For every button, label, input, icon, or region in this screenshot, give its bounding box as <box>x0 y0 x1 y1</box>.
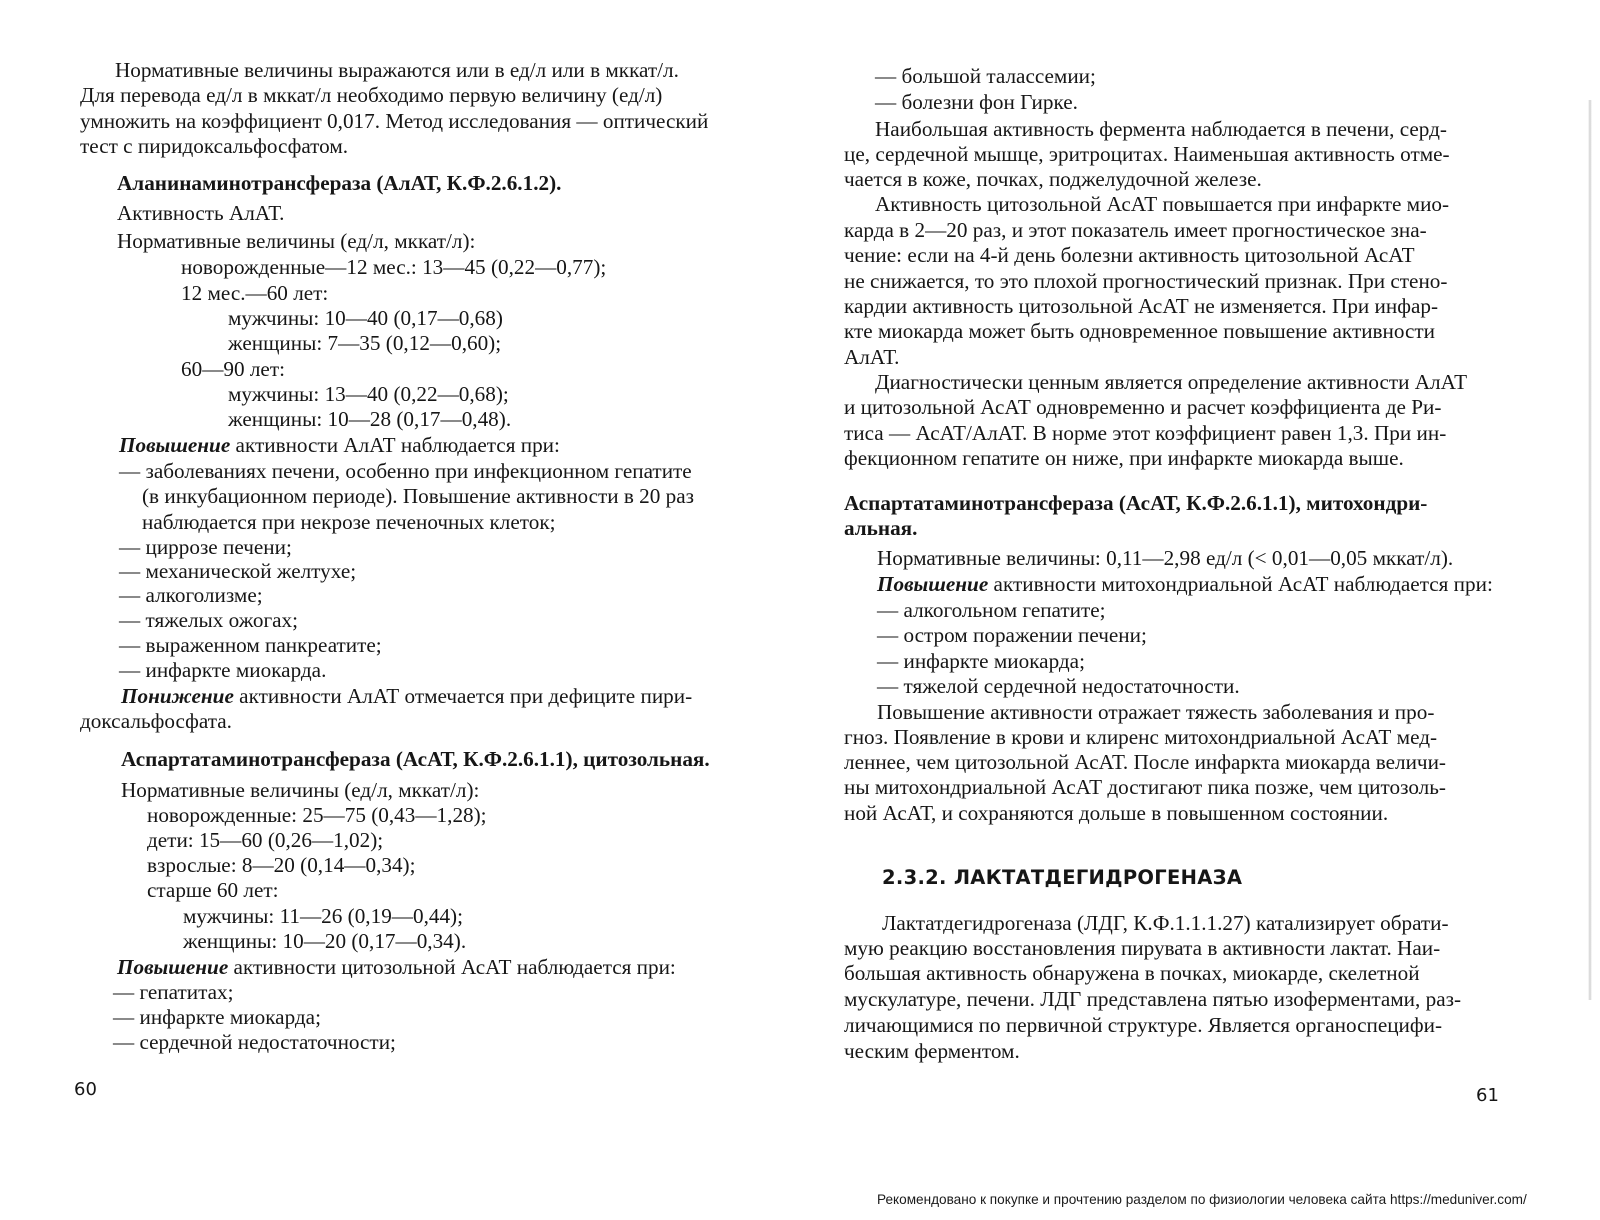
alat-line: новорожденные—12 мес.: 13—45 (0,22—0,77); <box>181 255 607 279</box>
alat-heading: Аланинаминотрансфераза (АлАТ, К.Ф.2.6.1.2). <box>117 171 562 195</box>
left-page <box>0 0 800 1140</box>
paragraph-line: фекционном гепатите он ниже, при инфаркте миокарда выше. <box>844 446 1404 470</box>
alat-increase-intro: Повышение активности АлАТ наблюдается при: <box>119 433 560 457</box>
list-item: — инфаркте миокарда; <box>877 649 1085 673</box>
alat-decrease-cont: доксальфосфата. <box>80 709 232 733</box>
asat-cyto-line: женщины: 10—20 (0,17—0,34). <box>183 929 467 953</box>
list-item: наблюдается при некрозе печеночных клеток; <box>142 510 556 534</box>
paragraph-line: тиса — АсАТ/АлАТ. В норме этот коэффициент равен 1,3. При ин- <box>844 421 1447 445</box>
paragraph-line: мускулатуре, печени. ЛДГ представлена пятью изоферментами, раз- <box>844 987 1462 1011</box>
paragraph-line: леннее, чем цитозольной АсАТ. После инфаркта миокарда величи- <box>844 750 1446 774</box>
paragraph-line: ческим ферментом. <box>844 1039 1020 1063</box>
paragraph-line: це, сердечной мышце, эритроцитах. Наименьшая активность отме- <box>844 142 1450 166</box>
emphasis-word: Повышение <box>877 572 989 596</box>
intro-line: Нормативные величины выражаются или в ед/л или в мккат/л. <box>115 58 679 82</box>
paragraph-line: АлАТ. <box>844 345 900 369</box>
alat-line: Нормативные величины (ед/л, мккат/л): <box>117 229 476 253</box>
list-item: — тяжелых ожогах; <box>119 608 299 632</box>
asat-cyto-line: мужчины: 11—26 (0,19—0,44); <box>183 904 463 928</box>
list-item: — остром поражении печени; <box>877 623 1147 647</box>
alat-line: Активность АлАТ. <box>117 201 285 225</box>
paragraph-line: чение: если на 4-й день болезни активность цитозольной АсАТ <box>844 243 1415 267</box>
asat-mito-heading: Аспартатаминотрансфераза (АсАТ, К.Ф.2.6.1.1), митохондри- <box>844 491 1428 515</box>
list-item: — алкоголизме; <box>119 583 263 607</box>
list-item: — болезни фон Гирке. <box>875 90 1078 114</box>
emphasis-word: Повышение <box>117 955 229 979</box>
page-number: 60 <box>74 1079 97 1100</box>
asat-mito-increase-intro: Повышение активности митохондриальной АсАТ наблюдается при: <box>877 572 1493 596</box>
alat-line: мужчины: 10—40 (0,17—0,68) <box>228 306 503 330</box>
paragraph-line: ны митохондриальной АсАТ достигают пика позже, чем цитозоль- <box>844 775 1446 799</box>
paragraph-line: Повышение активности отражает тяжесть заболевания и про- <box>877 700 1435 724</box>
alat-line: мужчины: 13—40 (0,22—0,68); <box>228 382 509 406</box>
paragraph-line: Лактатдегидрогеназа (ЛДГ, К.Ф.1.1.1.27) катализирует обрати- <box>882 911 1449 935</box>
list-item: — гепатитах; <box>113 980 234 1004</box>
list-item: — заболеваниях печени, особенно при инфекционном гепатите <box>119 459 692 483</box>
paragraph-line: и цитозольной АсАТ одновременно и расчет коэффициента де Ри- <box>844 395 1442 419</box>
list-item: — циррозе печени; <box>119 535 292 559</box>
footer-note: Рекомендовано к покупке и прочтению разделом по физиологии человека сайта https://meduniver.com/ <box>877 1192 1527 1207</box>
emphasis-word: Повышение <box>119 433 231 457</box>
paragraph-line: ной АсАТ, и сохраняются дольше в повышенном состоянии. <box>844 801 1389 825</box>
asat-mito-norm: Нормативные величины: 0,11—2,98 ед/л (< 0,01—0,05 мккат/л). <box>877 546 1454 570</box>
alat-line: женщины: 7—35 (0,12—0,60); <box>228 331 502 355</box>
paragraph-line: чается в коже, почках, поджелудочной железе. <box>844 167 1262 191</box>
right-page <box>800 0 1600 1140</box>
asat-mito-heading-cont: альная. <box>844 516 918 540</box>
asat-cyto-line: дети: 15—60 (0,26—1,02); <box>147 828 384 852</box>
list-item: — сердечной недостаточности; <box>113 1030 396 1054</box>
alat-line: 12 мес.—60 лет: <box>181 281 329 305</box>
paragraph-line: Наибольшая активность фермента наблюдается в печени, серд- <box>875 117 1447 141</box>
paragraph-line: кардии активность цитозольной АсАТ не изменяется. При инфар- <box>844 294 1439 318</box>
page-number: 61 <box>1476 1085 1499 1106</box>
asat-cyto-line: новорожденные: 25—75 (0,43—1,28); <box>147 803 487 827</box>
paragraph-line: карда в 2—20 раз, и этот показатель имеет прогностическое зна- <box>844 218 1427 242</box>
paragraph-line: кте миокарда может быть одновременное повышение активности <box>844 319 1436 343</box>
asat-cyto-increase-intro: Повышение активности цитозольной АсАТ наблюдается при: <box>117 955 676 979</box>
alat-line: 60—90 лет: <box>181 357 285 381</box>
intro-line: умножить на коэффициент 0,017. Метод исследования — оптический <box>80 109 709 133</box>
paragraph-line: Активность цитозольной АсАТ повышается при инфаркте мио- <box>875 192 1450 216</box>
intro-line: Для перевода ед/л в мккат/л необходимо первую величину (ед/л) <box>80 83 663 107</box>
asat-cyto-line: старше 60 лет: <box>147 878 279 902</box>
list-item: — инфаркте миокарда. <box>119 658 327 682</box>
paragraph-line: личающимися по первичной структуре. Является органоспецифи- <box>844 1013 1443 1037</box>
asat-cyto-line: взрослые: 8—20 (0,14—0,34); <box>147 853 416 877</box>
paragraph-line: гноз. Появление в крови и клиренс митохондриальной АсАТ мед- <box>844 725 1438 749</box>
list-item: — инфаркте миокарда; <box>113 1005 321 1029</box>
list-item: (в инкубационном периоде). Повышение активности в 20 раз <box>142 484 695 508</box>
list-item: — большой талассемии; <box>875 64 1096 88</box>
section-title: 2.3.2. ЛАКТАТДЕГИДРОГЕНАЗА <box>882 866 1243 889</box>
paragraph-line: не снижается, то это плохой прогностический признак. При стено- <box>844 269 1448 293</box>
intro-line: тест с пиридоксальфосфатом. <box>80 134 349 158</box>
list-item: — механической желтухе; <box>119 559 357 583</box>
list-item: — выраженном панкреатите; <box>119 633 382 657</box>
paragraph-line: большая активность обнаружена в почках, миокарде, скелетной <box>844 961 1420 985</box>
asat-cyto-heading: Аспартатаминотрансфераза (АсАТ, К.Ф.2.6.1.1), цитозольная. <box>121 747 710 771</box>
emphasis-word: Понижение <box>121 684 234 708</box>
alat-line: женщины: 10—28 (0,17—0,48). <box>228 407 512 431</box>
page-edge-shadow <box>1588 100 1592 1000</box>
list-item: — тяжелой сердечной недостаточности. <box>877 674 1240 698</box>
paragraph-line: мую реакцию восстановления пирувата в активности лактат. Наи- <box>844 936 1441 960</box>
paragraph-line: Диагностически ценным является определение активности АлАТ <box>875 370 1468 394</box>
asat-cyto-line: Нормативные величины (ед/л, мккат/л): <box>121 778 480 802</box>
list-item: — алкогольном гепатите; <box>877 598 1106 622</box>
alat-decrease-intro: Понижение активности АлАТ отмечается при дефиците пири- <box>121 684 693 708</box>
